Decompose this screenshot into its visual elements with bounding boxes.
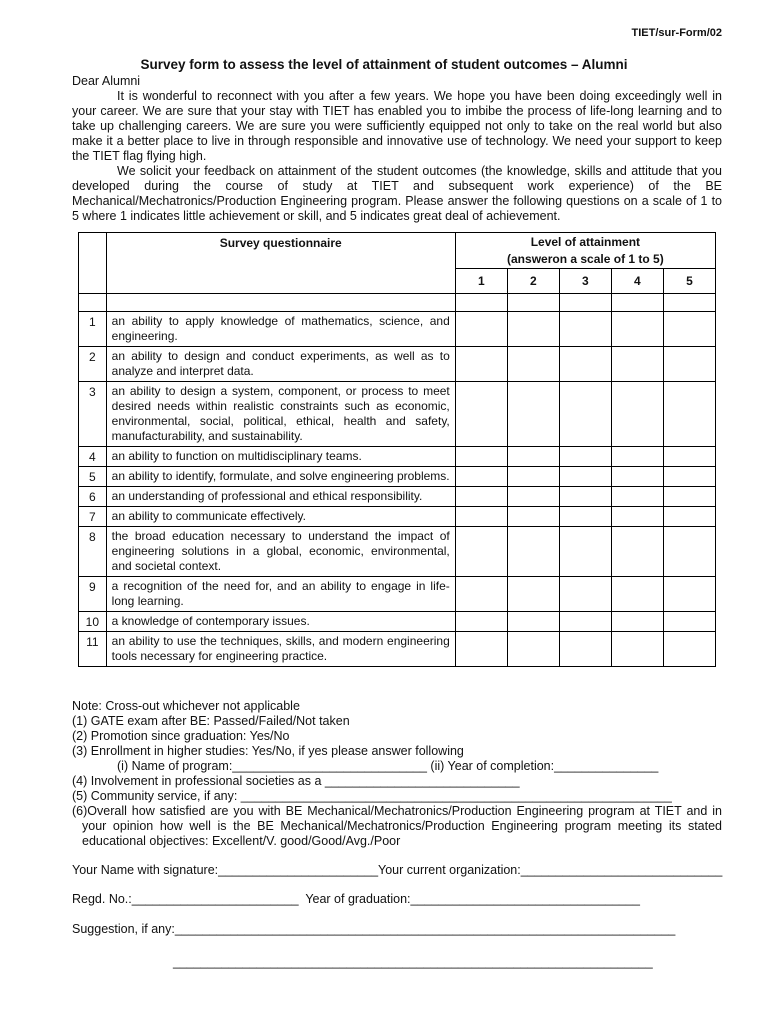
spacer-row: [79, 294, 716, 312]
table-row: [79, 382, 716, 447]
rating-cell-5[interactable]: [663, 347, 715, 382]
salutation: Dear Alumni: [72, 74, 141, 88]
header-num-cell: [79, 233, 107, 294]
row-number: 3: [79, 382, 107, 447]
rating-cell-2[interactable]: [507, 312, 559, 347]
rating-cell-5[interactable]: [663, 382, 715, 447]
rating-cell-4[interactable]: [611, 447, 663, 467]
row-number: 8: [79, 527, 107, 577]
rating-cell-1[interactable]: [455, 487, 507, 507]
table-row: [79, 312, 716, 347]
rating-cell-5[interactable]: [663, 507, 715, 527]
row-number: 6: [79, 487, 107, 507]
table-row: [79, 447, 716, 467]
row-question: an ability to identify, formulate, and solve engineering problems.: [106, 467, 455, 487]
regd-graduation-field[interactable]: Regd. No.:________________________ Year of graduation:_________________________________: [72, 892, 640, 906]
rating-cell-4[interactable]: [611, 487, 663, 507]
rating-cell-1[interactable]: [455, 382, 507, 447]
rating-cell-4[interactable]: [611, 632, 663, 667]
table-row: [79, 467, 716, 487]
rating-cell-1[interactable]: [455, 467, 507, 487]
row-question: an understanding of professional and ethical responsibility.: [106, 487, 455, 507]
row-number: 1: [79, 312, 107, 347]
rating-cell-4[interactable]: [611, 612, 663, 632]
notes-section: [72, 699, 722, 849]
rating-cell-5[interactable]: [663, 527, 715, 577]
note-satisfaction: (6)Overall how satisfied are you with BE Mechanical/Mechatronics/Production Engineering program at TIET and in your opinion how well is the BE Mechanical/Mechatronics/Production Engineering program meeting its stated educational objectives: Excellent/V. good/Good/Avg./Poor: [72, 804, 722, 848]
rating-cell-3[interactable]: [559, 487, 611, 507]
rating-cell-3[interactable]: [559, 577, 611, 612]
row-number: 5: [79, 467, 107, 487]
rating-cell-4[interactable]: [611, 577, 663, 612]
rating-cell-3[interactable]: [559, 382, 611, 447]
note-promotion: (2) Promotion since graduation: Yes/No: [72, 729, 290, 743]
rating-cell-3[interactable]: [559, 632, 611, 667]
row-question: an ability to design a system, component, or process to meet desired needs within realistic constraints such as economic, environmental, social, political, ethical, health and safety, manufacturability, and sustainability.: [106, 382, 455, 447]
row-number: 7: [79, 507, 107, 527]
rating-cell-2[interactable]: [507, 467, 559, 487]
rating-cell-3[interactable]: [559, 447, 611, 467]
note-higher-studies: (3) Enrollment in higher studies: Yes/No, if yes please answer following: [72, 744, 464, 758]
row-question: an ability to design and conduct experiments, as well as to analyze and interpret data.: [106, 347, 455, 382]
row-question: a recognition of the need for, and an ability to engage in life-long learning.: [106, 577, 455, 612]
row-question: a knowledge of contemporary issues.: [106, 612, 455, 632]
rating-cell-3[interactable]: [559, 507, 611, 527]
rating-cell-3[interactable]: [559, 347, 611, 382]
rating-cell-4[interactable]: [611, 527, 663, 577]
suggestion-extra-line[interactable]: _____________________________________________________________________: [173, 955, 653, 969]
table-body: [79, 294, 716, 667]
scale-header: 4: [611, 269, 663, 294]
rating-cell-5[interactable]: [663, 632, 715, 667]
row-number: 2: [79, 347, 107, 382]
header-questionnaire: Survey questionnaire: [106, 233, 455, 294]
rating-cell-5[interactable]: [663, 577, 715, 612]
header-level: [455, 233, 715, 269]
note-gate: (1) GATE exam after BE: Passed/Failed/Not taken: [72, 714, 350, 728]
rating-cell-2[interactable]: [507, 507, 559, 527]
row-question: an ability to apply knowledge of mathematics, science, and engineering.: [106, 312, 455, 347]
rating-cell-1[interactable]: [455, 577, 507, 612]
instructions-paragraph: We solicit your feedback on attainment of the student outcomes (the knowledge, skills and attitude that you developed during the course of study at TIET and subsequent work experience) of the BE Mechanical/Mechatronics/Production Engineering program. Please answer the following questions on a scale of 1 to 5 where 1 indicates little achievement or skill, and 5 indicates great deal of achievement.: [72, 164, 722, 223]
intro-paragraph: It is wonderful to reconnect with you after a few years. We hope you have been doing exceedingly well in your career. We are sure that your stay with TIET has enabled you to imbibe the process of life-long learning and to take up challenging careers. We are sure you were sufficiently equipped not only to take on the real world but also make it a better place to live in through responsible and innovative use of technology. We need your support to keep the TIET flag flying high.: [72, 89, 722, 163]
rating-cell-2[interactable]: [507, 632, 559, 667]
scale-header: 5: [663, 269, 715, 294]
table-row: [79, 632, 716, 667]
note-societies[interactable]: (4) Involvement in professional societies as a ____________________________: [72, 774, 520, 788]
rating-cell-1[interactable]: [455, 632, 507, 667]
row-number: 4: [79, 447, 107, 467]
row-number: 10: [79, 612, 107, 632]
scale-header: 3: [559, 269, 611, 294]
scale-header: 2: [507, 269, 559, 294]
rating-cell-1[interactable]: [455, 347, 507, 382]
rating-cell-4[interactable]: [611, 467, 663, 487]
rating-cell-2[interactable]: [507, 577, 559, 612]
rating-cell-5[interactable]: [663, 447, 715, 467]
table-row: [79, 347, 716, 382]
rating-cell-3[interactable]: [559, 612, 611, 632]
row-number: 9: [79, 577, 107, 612]
rating-cell-5[interactable]: [663, 487, 715, 507]
rating-cell-2[interactable]: [507, 487, 559, 507]
notes-heading: Note: Cross-out whichever not applicable: [72, 699, 300, 713]
rating-cell-2[interactable]: [507, 382, 559, 447]
rating-cell-4[interactable]: [611, 312, 663, 347]
form-id: TIET/sur-Form/02: [631, 27, 722, 39]
rating-cell-1[interactable]: [455, 612, 507, 632]
name-signature-field[interactable]: Your Name with signature:_______________________Your current organization:_____________________________: [72, 863, 723, 877]
row-question: an ability to communicate effectively.: [106, 507, 455, 527]
suggestion-field[interactable]: Suggestion, if any:________________________________________________________________________: [72, 922, 676, 936]
rating-cell-5[interactable]: [663, 612, 715, 632]
rating-cell-2[interactable]: [507, 527, 559, 577]
rating-cell-1[interactable]: [455, 447, 507, 467]
rating-cell-2[interactable]: [507, 347, 559, 382]
rating-cell-1[interactable]: [455, 527, 507, 577]
rating-cell-5[interactable]: [663, 312, 715, 347]
row-question: an ability to use the techniques, skills, and modern engineering tools necessary for engineering practice.: [106, 632, 455, 667]
table-row: [79, 612, 716, 632]
table-row: [79, 487, 716, 507]
rating-cell-4[interactable]: [611, 382, 663, 447]
rating-cell-4[interactable]: [611, 347, 663, 382]
rating-cell-1[interactable]: [455, 507, 507, 527]
rating-cell-1[interactable]: [455, 312, 507, 347]
note-program-details[interactable]: (i) Name of program:____________________________ (ii) Year of completion:_______________: [117, 759, 659, 773]
table-row: [79, 507, 716, 527]
survey-table: [78, 232, 716, 667]
note-community-service[interactable]: (5) Community service, if any: ______________________________________________________________: [72, 789, 672, 803]
rating-cell-2[interactable]: [507, 612, 559, 632]
row-question: an ability to function on multidisciplinary teams.: [106, 447, 455, 467]
row-number: 11: [79, 632, 107, 667]
row-question: the broad education necessary to understand the impact of engineering solutions in a global, economic, environmental, and societal context.: [106, 527, 455, 577]
table-row: [79, 577, 716, 612]
page-title: Survey form to assess the level of attainment of student outcomes – Alumni: [140, 57, 628, 72]
rating-cell-3[interactable]: [559, 527, 611, 577]
table-row: [79, 527, 716, 577]
rating-cell-3[interactable]: [559, 467, 611, 487]
rating-cell-4[interactable]: [611, 507, 663, 527]
scale-header: 1: [455, 269, 507, 294]
header-level-line2: (answeron a scale of 1 to 5): [507, 252, 664, 266]
header-level-line1: Level of attainment: [530, 235, 641, 249]
rating-cell-3[interactable]: [559, 312, 611, 347]
rating-cell-5[interactable]: [663, 467, 715, 487]
rating-cell-2[interactable]: [507, 447, 559, 467]
